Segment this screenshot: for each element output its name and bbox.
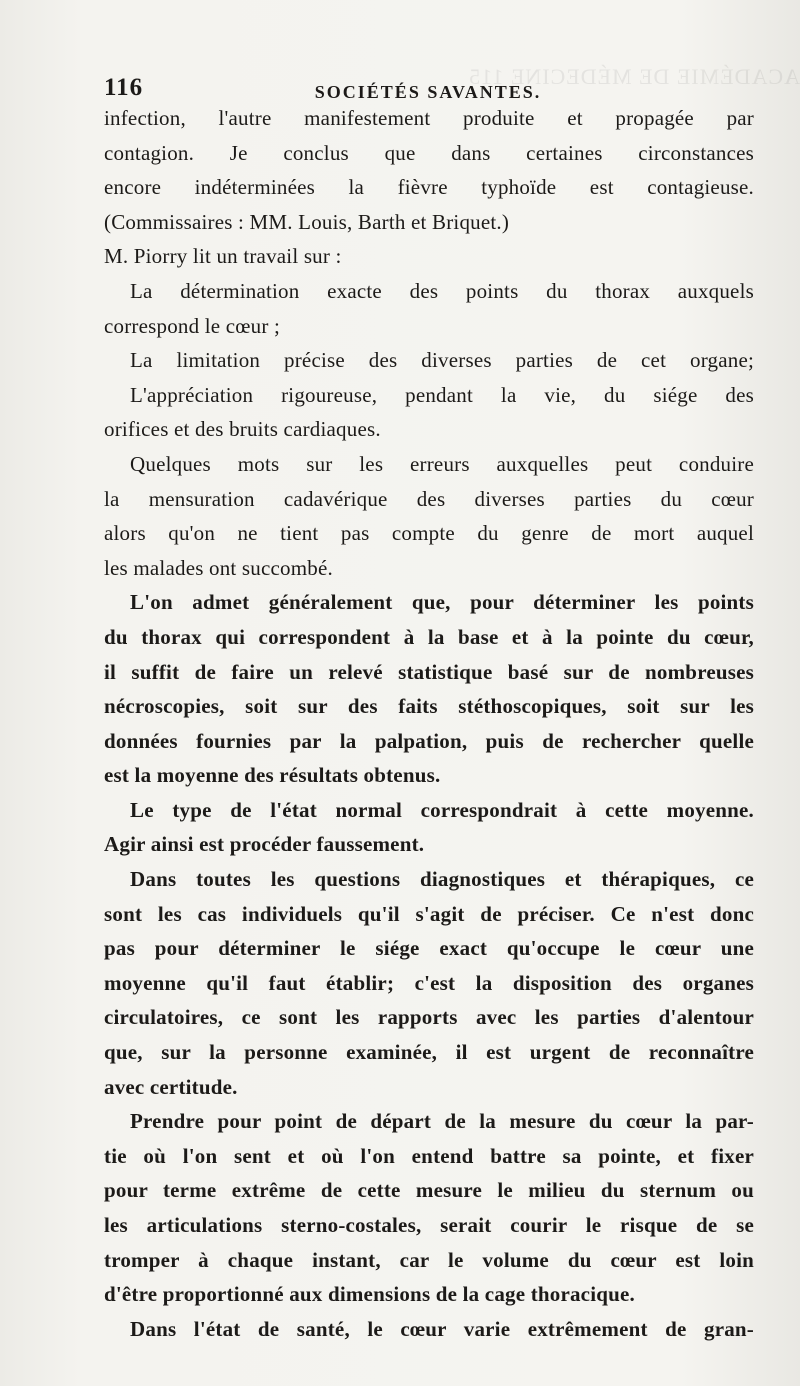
text-line: circulatoires, ce sont les rapports avec les parties d'alentour	[104, 1005, 754, 1030]
text-line: Dans l'état de santé, le cœur varie extrêmement de gran-	[130, 1316, 754, 1341]
text-line: contagion. Je conclus que dans certaines circonstances	[104, 140, 754, 165]
text-line: il suffit de faire un relevé statistique basé sur de nombreuses	[104, 659, 754, 684]
text-line: orifices et des bruits cardiaques.	[104, 417, 381, 442]
text-line: sont les cas individuels qu'il s'agit de préciser. Ce n'est donc	[104, 901, 754, 926]
text-line: les malades ont succombé.	[104, 555, 333, 580]
text-line: du thorax qui correspondent à la base et à la pointe du cœur,	[104, 624, 754, 649]
text-line: pas pour déterminer le siége exact qu'occupe le cœur une	[104, 936, 754, 961]
text-line: que, sur la personne examinée, il est urgent de reconnaître	[104, 1040, 754, 1065]
text-line: (Commissaires : MM. Louis, Barth et Briquet.)	[104, 209, 510, 234]
text-line: moyenne qu'il faut établir; c'est la disposition des organes	[104, 970, 754, 995]
text-line: encore indéterminées la fièvre typhoïde est contagieuse.	[104, 175, 754, 200]
running-title: SOCIÉTÉS SAVANTES.	[314, 82, 542, 102]
text-line: tie où l'on sent et où l'on entend battre sa pointe, et fixer	[104, 1143, 754, 1168]
text-line: pour terme extrême de cette mesure le milieu du sternum ou	[104, 1178, 754, 1203]
text-line: M. Piorry lit un travail sur :	[104, 244, 342, 269]
text-line: L'on admet généralement que, pour déterminer les points	[130, 590, 754, 615]
text-line: nécroscopies, soit sur des faits stéthoscopiques, soit sur les	[104, 694, 754, 719]
text-line: la mensuration cadavérique des diverses parties du cœur	[104, 486, 754, 511]
text-line: correspond le cœur ;	[104, 313, 281, 338]
text-line: L'appréciation rigoureuse, pendant la vie, du siége des	[130, 382, 754, 407]
bleed-through-text: ACADÉMIE DE MÉDECINE 115	[468, 64, 800, 89]
text-line: Agir ainsi est procéder faussement.	[104, 832, 425, 857]
text-line: La détermination exacte des points du thorax auxquels	[130, 278, 754, 303]
text-line: avec certitude.	[104, 1074, 238, 1099]
text-line: tromper à chaque instant, car le volume du cœur est loin	[104, 1247, 754, 1272]
body-text	[104, 101, 754, 1346]
text-line: Le type de l'état normal correspondrait à cette moyenne.	[130, 797, 754, 822]
text-line: les articulations sterno-costales, serait courir le risque de se	[104, 1213, 754, 1237]
text-line: Dans toutes les questions diagnostiques et thérapiques, ce	[130, 867, 754, 892]
text-line: alors qu'on ne tient pas compte du genre de mort auquel	[104, 521, 754, 546]
text-line: d'être proportionné aux dimensions de la cage thoracique.	[104, 1282, 635, 1307]
text-line: Prendre pour point de départ de la mesure du cœur la par-	[130, 1109, 754, 1134]
text-line: Quelques mots sur les erreurs auxquelles peut conduire	[130, 451, 754, 476]
text-line: infection, l'autre manifestement produite et propagée par	[104, 106, 754, 130]
text-line: La limitation précise des diverses parties de cet organe;	[130, 348, 754, 373]
text-line: est la moyenne des résultats obtenus.	[104, 763, 441, 788]
page-number: 116	[104, 74, 144, 101]
text-line: données fournies par la palpation, puis de rechercher quelle	[104, 728, 754, 753]
